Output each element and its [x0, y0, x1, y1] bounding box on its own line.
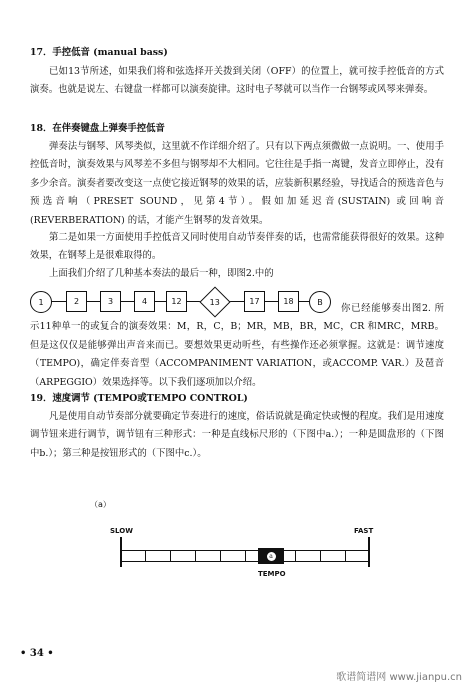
- slider-scale-tick: [195, 551, 196, 561]
- tempo-slider-track: [120, 550, 370, 562]
- flow-node-18: 18: [278, 291, 299, 312]
- section-18-paragraph-3-tail: 你已经能够奏出图2. 所示11种单一的或复合的演奏效果：M，R，C，B；MR，MB，BR，MC，CR 和MRC，MRB。但是这仅仅是能够弹出声音来而已。要想效果更动听些，有些操作还必须掌握。这就是：调节速度（TEMPO)，确定伴奏音型（ACCOMPANIMENT VARIATION，或ACCOMP. VAR.）及琶音（ARPEGGIO）效果选择等。以下我们逐项加以介绍。: [30, 303, 444, 388]
- section-18-paragraph-3-lead: 上面我们介绍了几种基本奏法的最后一种，即图2.中的: [49, 268, 274, 279]
- figure-label: （a）: [90, 500, 111, 509]
- flow-node-1: 1: [30, 291, 52, 313]
- flow-node-2: 2: [66, 291, 87, 312]
- flow-node-3: 3: [100, 291, 121, 312]
- section-19-paragraph: 凡是使用自动节奏部分就要确定节奏进行的速度，俗话说就是确定快或慢的程度。我们是用速度调节钮来进行调节，调节钮有三种形式：一种是直线标尺形的（下图中a.）；一种是圆盘形的（下图中b.）；第三种是按钮形式的（下图中c.）。: [30, 411, 444, 459]
- flow-node-12: 12: [166, 291, 187, 312]
- section-17-heading: 17．手控低音 (manual bass): [30, 47, 168, 58]
- section-18-paragraph-2: 第二是如果一方面使用手控低音又同时使用自动节奏伴奏的话，也需常能获得很好的效果。这种效果，在钢琴上是很难取得的。: [30, 232, 444, 262]
- fast-label: FAST: [354, 527, 374, 535]
- section-19-heading: 19．速度调节 (TEMPO或TEMPO CONTROL): [30, 393, 248, 404]
- section-18-paragraph-1: 弹奏法与钢琴、风琴类似，这里就不作详细介绍了。只有以下两点须微做一点说明。一、使用手控低音时，演奏效果与风琴差不多但与钢琴却不大相同。它往往是手指一离键，发音立即停止，没有多少余音。演奏者要改变这一点使它接近钢琴的效果的话，应装新积累经验，导找适合的预选音色与预选音响（PRESET SOUND，见第4节）。假如加延迟音(SUSTAIN) 或回响音 (REVERBERATION) 的话，才能产生钢琴的发音效果。: [30, 141, 444, 226]
- flow-node-13: 13: [199, 286, 230, 317]
- tempo-slider-knob: a: [258, 548, 284, 564]
- flow-node-b: B: [309, 291, 331, 313]
- slider-scale-tick: [145, 551, 146, 561]
- flow-node-17: 17: [244, 291, 265, 312]
- slider-scale-tick: [295, 551, 296, 561]
- slider-scale-tick: [220, 551, 221, 561]
- section-18-heading: 18．在伴奏键盘上弹奏手控低音: [30, 123, 165, 134]
- flow-node-4: 4: [134, 291, 155, 312]
- tempo-slider-figure: [100, 512, 400, 592]
- slow-label: SLOW: [110, 527, 133, 535]
- slider-scale-tick: [245, 551, 246, 561]
- slider-scale-tick: [345, 551, 346, 561]
- slider-scale-tick: [320, 551, 321, 561]
- slider-scale-tick: [170, 551, 171, 561]
- section-17-paragraph: 已如13节所述，如果我们将和弦选择开关拨到关闭（OFF）的位置上，就可按手控低音的方式演奏。也就是说左、右键盘一样都可以演奏旋律。这时电子琴就可以当作一台钢琴或风琴来弹奏。: [30, 66, 444, 96]
- watermark: 歌谱简谱网 www.jianpu.cn: [336, 672, 462, 683]
- page-number: • 34 •: [20, 648, 54, 659]
- tempo-label: TEMPO: [258, 570, 286, 578]
